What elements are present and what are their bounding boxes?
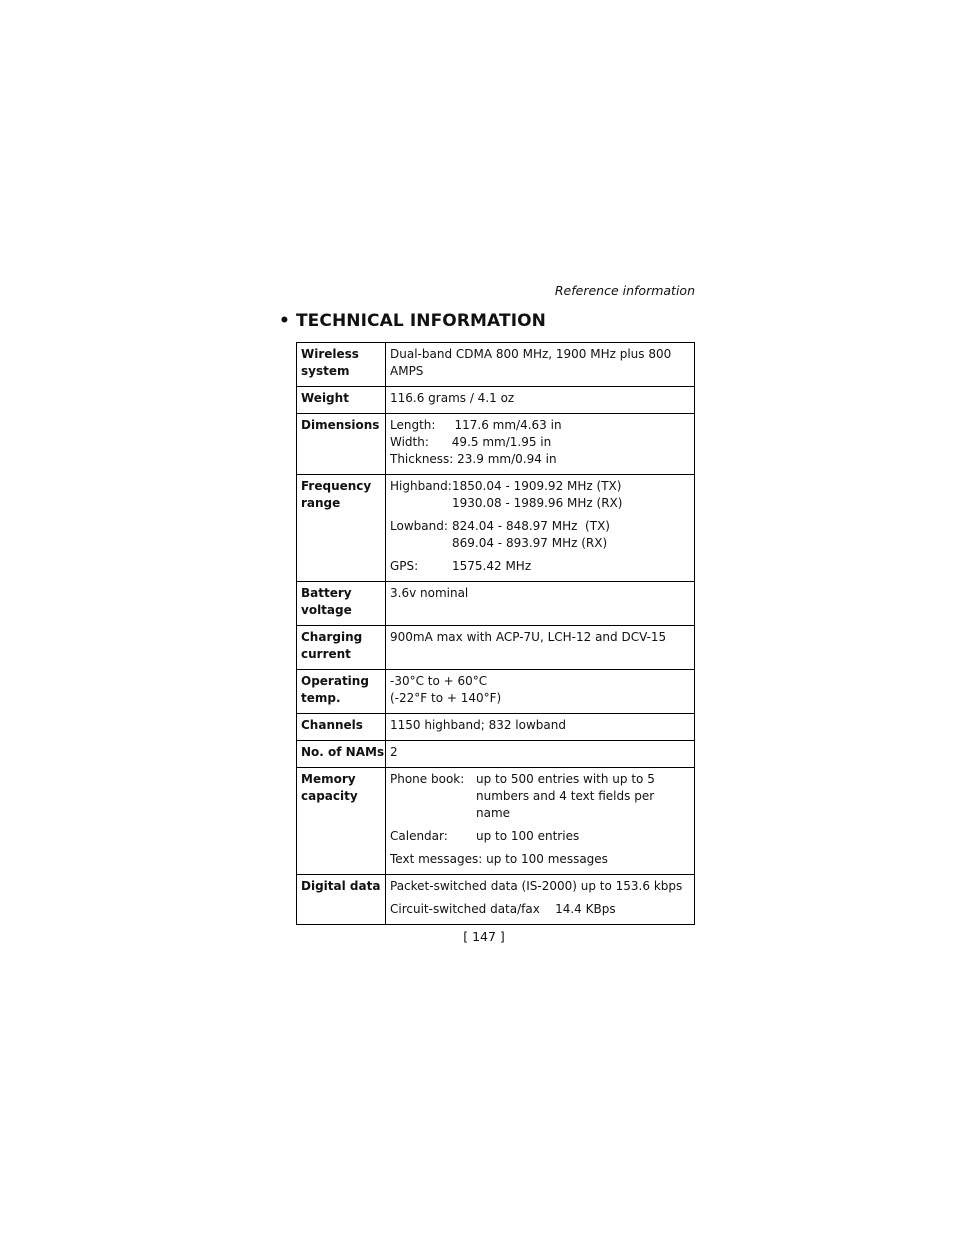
technical-specs-table (296, 342, 695, 925)
row-label: Wireless system (297, 343, 386, 387)
table-row (297, 582, 695, 626)
table-row (297, 626, 695, 670)
row-value: 900mA max with ACP-7U, LCH-12 and DCV-15 (386, 626, 695, 670)
section-title: • TECHNICAL INFORMATION (279, 311, 546, 331)
lowband-tx: 824.04 - 848.97 MHz (TX) (452, 519, 610, 533)
page-number: [ 147 ] (463, 929, 505, 944)
table-row (297, 414, 695, 475)
dimension-width: Width: 49.5 mm/1.95 in (390, 435, 552, 449)
row-value (386, 768, 695, 875)
circuit-data: Circuit-switched data/fax 14.4 KBps (390, 902, 616, 916)
table-row (297, 670, 695, 714)
row-value: 3.6v nominal (386, 582, 695, 626)
highband-rx: 1930.08 - 1989.96 MHz (RX) (452, 496, 623, 510)
row-value: 116.6 grams / 4.1 oz (386, 387, 695, 414)
table-row (297, 714, 695, 741)
table-row (297, 875, 695, 925)
row-value: 2 (386, 741, 695, 768)
row-label: Frequency range (297, 475, 386, 582)
calendar-key: Calendar: (390, 829, 448, 843)
row-value (386, 475, 695, 582)
row-value (386, 670, 695, 714)
row-label: Operating temp. (297, 670, 386, 714)
dimension-length: Length: 117.6 mm/4.63 in (390, 418, 562, 432)
table-row (297, 343, 695, 387)
row-label: Channels (297, 714, 386, 741)
row-label: Digital data (297, 875, 386, 925)
row-value (386, 414, 695, 475)
table-row (297, 768, 695, 875)
table-row (297, 475, 695, 582)
row-label: Battery voltage (297, 582, 386, 626)
gps-key: GPS: (390, 559, 419, 573)
phonebook-key: Phone book: (390, 772, 465, 786)
running-header: Reference information (554, 283, 695, 298)
text-messages: Text messages: up to 100 messages (390, 852, 608, 866)
row-value (386, 875, 695, 925)
highband-key: Highband: (390, 479, 452, 493)
table-row (297, 741, 695, 768)
phonebook-value: up to 500 entries with up to 5 numbers and 4 text fields per name (476, 772, 655, 820)
row-value: Dual-band CDMA 800 MHz, 1900 MHz plus 800 AMPS (386, 343, 695, 387)
row-label: Dimensions (297, 414, 386, 475)
row-label: Memory capacity (297, 768, 386, 875)
row-label: Charging current (297, 626, 386, 670)
packet-data: Packet-switched data (IS-2000) up to 153.6 kbps (390, 879, 683, 893)
table-row (297, 387, 695, 414)
row-label: Weight (297, 387, 386, 414)
lowband-key: Lowband: (390, 519, 448, 533)
row-label: No. of NAMs (297, 741, 386, 768)
lowband-rx: 869.04 - 893.97 MHz (RX) (452, 536, 608, 550)
highband-tx: 1850.04 - 1909.92 MHz (TX) (452, 479, 622, 493)
row-value: 1150 highband; 832 lowband (386, 714, 695, 741)
operating-temp-fahrenheit: (-22°F to + 140°F) (390, 691, 502, 705)
gps-value: 1575.42 MHz (452, 559, 532, 573)
dimension-thickness: Thickness: 23.9 mm/0.94 in (390, 452, 557, 466)
operating-temp-celsius: -30°C to + 60°C (390, 674, 488, 688)
calendar-value: up to 100 entries (476, 829, 580, 843)
